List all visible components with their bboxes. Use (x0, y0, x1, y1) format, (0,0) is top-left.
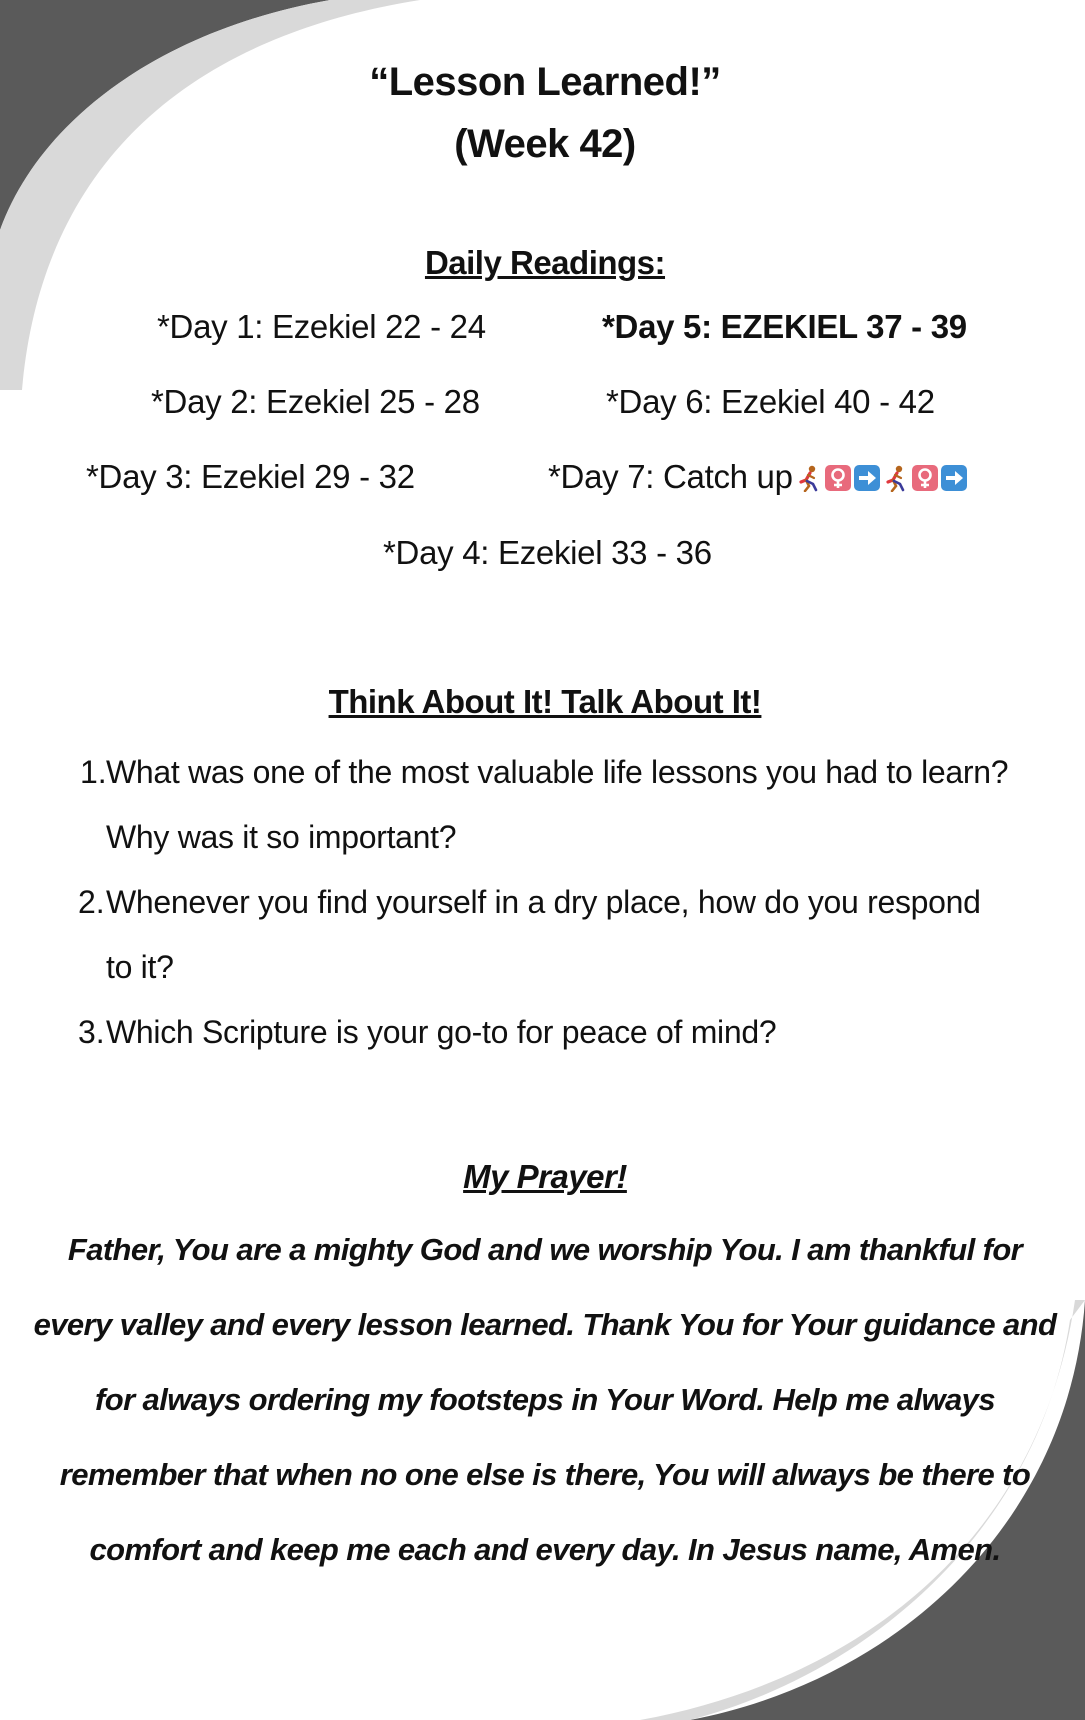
question-1-number: 1. (80, 754, 107, 790)
prayer-line-1: Father, You are a mighty God and we worship You. I am thankful for (67, 1232, 1023, 1267)
question-2-number: 2. (78, 884, 105, 920)
reading-day-7 (548, 458, 969, 498)
prayer-line-2: every valley and every lesson learned. Thank You for Your guidance and (33, 1307, 1057, 1342)
page-subtitle-week: (Week 42) (454, 122, 636, 166)
running-woman-icon (795, 464, 823, 492)
reading-day-4: *Day 4: Ezekiel 33 - 36 (383, 534, 712, 571)
page-title: “Lesson Learned!” (369, 60, 721, 104)
reading-day-2: *Day 2: Ezekiel 25 - 28 (151, 383, 480, 420)
question-3-line-1: Which Scripture is your go-to for peace of mind? (106, 1014, 777, 1050)
female-sign-icon (911, 464, 939, 492)
prayer-heading: My Prayer! (463, 1158, 627, 1195)
question-3-number: 3. (78, 1014, 105, 1050)
running-woman-icon (882, 464, 910, 492)
reading-day-5: *Day 5: EZEKIEL 37 - 39 (602, 308, 967, 345)
female-sign-icon (824, 464, 852, 492)
prayer-line-5: comfort and keep me each and every day. In Jesus name, Amen. (89, 1532, 1001, 1567)
emoji-run (795, 460, 969, 498)
question-1-line-1: What was one of the most valuable life lessons you had to learn? (106, 754, 1009, 790)
discussion-heading: Think About It! Talk About It! (328, 683, 762, 720)
question-1-line-2: Why was it so important? (106, 819, 457, 855)
reading-day-1: *Day 1: Ezekiel 22 - 24 (157, 308, 486, 345)
arrow-right-icon (853, 464, 881, 492)
reading-day-6: *Day 6: Ezekiel 40 - 42 (606, 383, 935, 420)
question-2-line-1: Whenever you find yourself in a dry place, how do you respond (106, 884, 981, 920)
arrow-right-icon (940, 464, 968, 492)
reading-day-7-text: *Day 7: Catch up (548, 458, 793, 495)
reading-day-3: *Day 3: Ezekiel 29 - 32 (86, 458, 415, 495)
prayer-line-3: for always ordering my footsteps in Your Word. Help me always (95, 1382, 995, 1417)
question-2-line-2: to it? (106, 949, 174, 985)
prayer-line-4: remember that when no one else is there, You will always be there to (59, 1457, 1031, 1492)
daily-readings-heading: Daily Readings: (424, 244, 666, 281)
